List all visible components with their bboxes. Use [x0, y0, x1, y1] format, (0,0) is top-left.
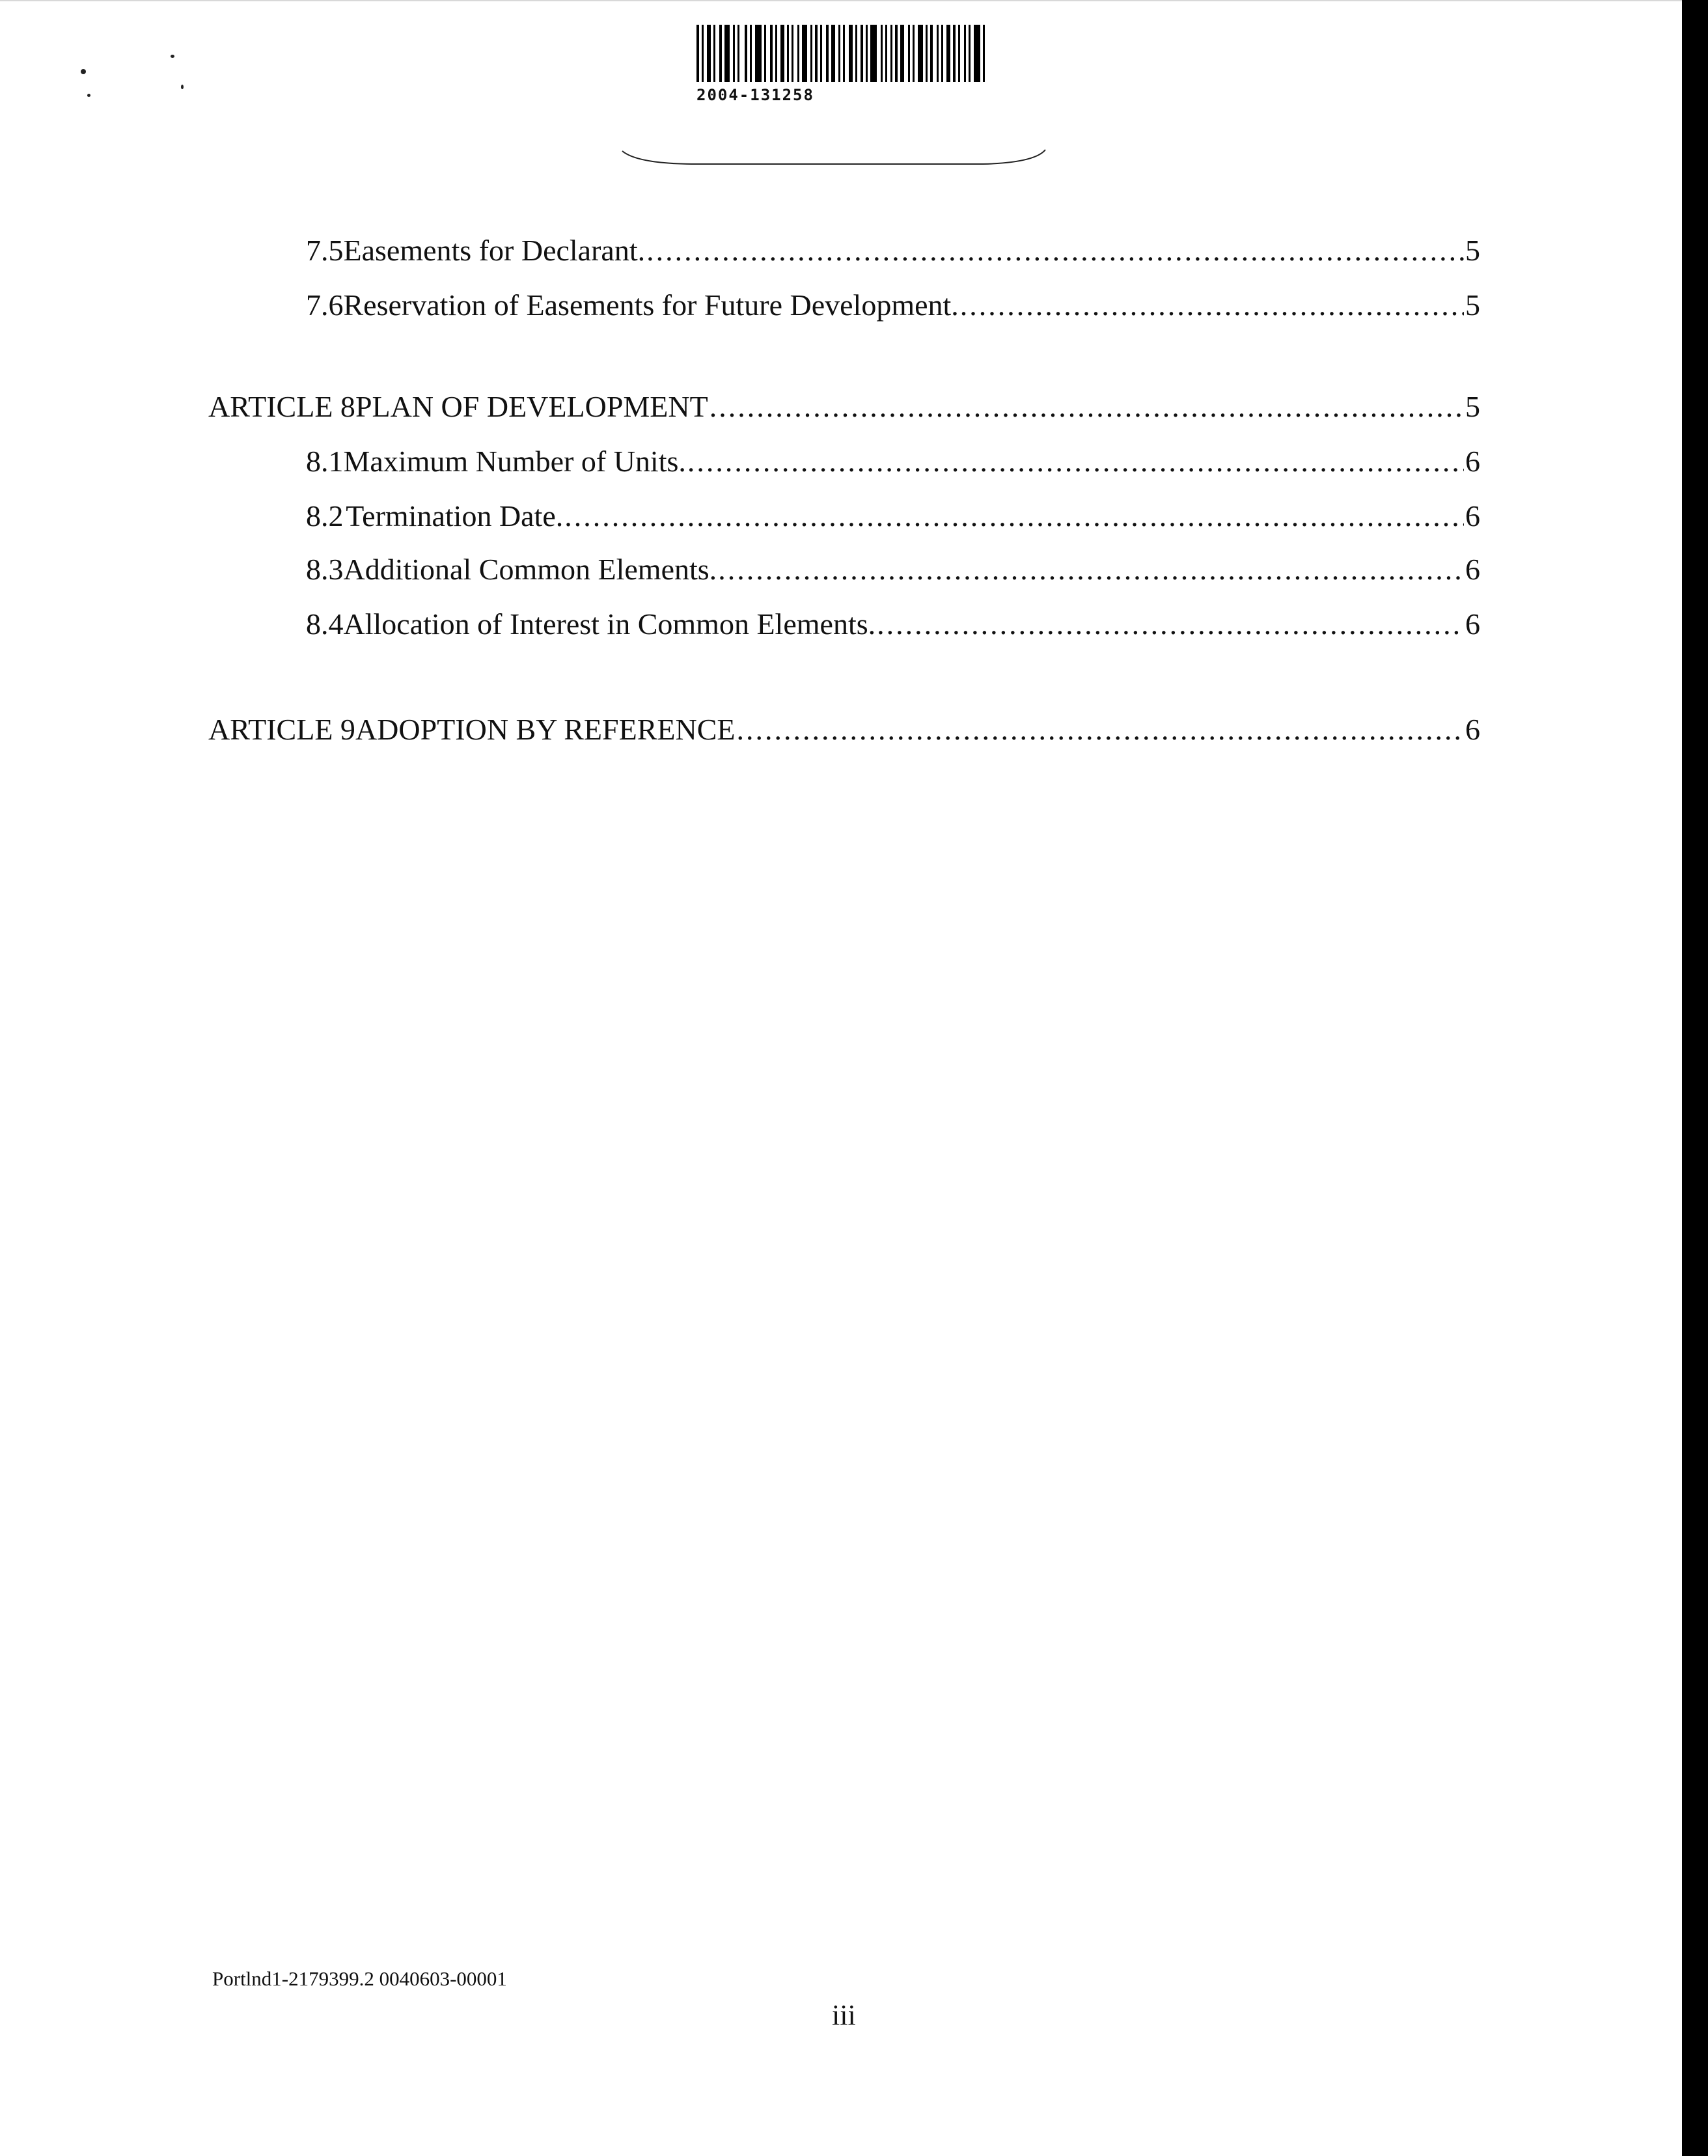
barcode-bar — [861, 25, 863, 82]
barcode-bar — [913, 25, 915, 82]
toc-dot-leader — [646, 236, 1464, 266]
barcode-bar — [802, 25, 807, 82]
barcode-bar — [797, 25, 799, 82]
barcode-bar — [843, 25, 845, 82]
barcode-bar — [770, 25, 773, 82]
barcode-bar — [918, 25, 923, 82]
barcode-image — [696, 25, 989, 82]
toc-entry-title: Allocation of Interest in Common Elements. — [343, 607, 876, 641]
toc-article-title: PLAN OF DEVELOPMENT — [355, 390, 708, 423]
toc-entry — [0, 236, 1480, 266]
barcode-bar — [707, 25, 711, 82]
barcode-bar — [937, 25, 939, 82]
toc-article-entry — [208, 715, 1480, 745]
barcode-bar — [946, 25, 950, 82]
toc-entry-title: Termination Date. — [346, 499, 564, 532]
scan-top-edge — [0, 0, 1682, 1]
toc-dot-leader — [736, 715, 1464, 745]
toc-entry-number: 7.5 — [306, 234, 344, 267]
barcode-bar — [974, 25, 980, 82]
toc-entry-title: Additional Common Elements. — [343, 553, 717, 586]
toc-entry-title: Maximum Number of Units. — [343, 445, 686, 478]
toc-dot-leader — [687, 447, 1464, 477]
scan-speck — [181, 85, 184, 89]
document-id-footer: Portlnd1-2179399.2 0040603-00001 — [212, 1967, 507, 1990]
toc-dot-leader — [718, 555, 1464, 585]
barcode-bar — [953, 25, 956, 82]
barcode-bar — [849, 25, 853, 82]
barcode-bar — [964, 25, 966, 82]
toc-entry-number: 7.6 — [306, 288, 344, 322]
scan-speck — [87, 94, 90, 97]
toc-entry-number: 8.4 — [306, 607, 344, 641]
toc-article-title: ADOPTION BY REFERENCE — [355, 713, 736, 746]
toc-entry-number: 8.1 — [306, 445, 344, 478]
barcode-bar — [930, 25, 933, 82]
barcode-bar — [787, 25, 789, 82]
barcode-bar — [831, 25, 835, 82]
barcode-bar — [733, 25, 735, 82]
barcode-bar — [792, 25, 793, 82]
barcode-bar — [737, 25, 739, 82]
toc-dot-leader — [877, 609, 1464, 639]
toc-article-entry — [208, 392, 1480, 422]
toc-entry-number: 8.2 — [306, 499, 344, 532]
toc-entry — [0, 555, 1480, 585]
toc-entry-number: 8.3 — [306, 553, 344, 586]
barcode-bar — [696, 25, 699, 82]
barcode-bar — [855, 25, 857, 82]
barcode-bar — [826, 25, 829, 82]
barcode-bar — [885, 25, 887, 82]
toc-entry-page: 5 — [1465, 288, 1480, 322]
toc-article-number: ARTICLE 9 — [208, 713, 355, 746]
toc-entry-page: 6 — [1465, 499, 1480, 532]
barcode-bar — [820, 25, 822, 82]
barcode-bar — [908, 25, 910, 82]
toc-entry-page: 6 — [1465, 607, 1480, 641]
scan-speck — [171, 55, 174, 58]
barcode-bar — [926, 25, 928, 82]
toc-dot-leader — [709, 392, 1464, 422]
barcode-bar — [958, 25, 960, 82]
scan-right-edge — [1682, 0, 1708, 2156]
barcode-number: 2004-131258 — [696, 86, 814, 104]
toc-entry — [0, 290, 1480, 320]
toc-entry-page: 6 — [1465, 713, 1480, 746]
barcode-bar — [900, 25, 904, 82]
barcode-bar — [745, 25, 747, 82]
page-number: iii — [832, 1999, 856, 2031]
barcode-bar — [983, 25, 985, 82]
toc-entry-title: Easements for Declarant. — [343, 234, 646, 267]
toc-dot-leader — [564, 501, 1464, 531]
barcode-bar — [895, 25, 898, 82]
barcode-bar — [713, 25, 715, 82]
barcode-bar — [866, 25, 868, 82]
barcode-bar — [969, 25, 971, 82]
barcode-bar — [815, 25, 818, 82]
toc-article-number: ARTICLE 8 — [208, 390, 355, 423]
toc-dot-leader — [960, 290, 1464, 320]
toc-entry-page: 5 — [1465, 234, 1480, 267]
barcode-bar — [764, 25, 766, 82]
barcode-bar — [810, 25, 812, 82]
toc-entry-title: Reservation of Easements for Future Development. — [343, 288, 959, 322]
barcode-bar — [890, 25, 892, 82]
barcode-bar — [780, 25, 784, 82]
scan-speck — [81, 69, 86, 74]
barcode-bar — [750, 25, 752, 82]
barcode-bar — [702, 25, 704, 82]
toc-entry — [0, 609, 1480, 639]
barcode-bar — [775, 25, 777, 82]
toc-entry — [0, 501, 1480, 531]
barcode-bar — [755, 25, 762, 82]
toc-entry — [0, 447, 1480, 477]
barcode-bar — [724, 25, 730, 82]
toc-entry-page: 6 — [1465, 445, 1480, 478]
recording-stamp-line — [618, 145, 1048, 171]
barcode-bar — [719, 25, 722, 82]
barcode-bar — [941, 25, 943, 82]
barcode-bar — [881, 25, 883, 82]
barcode-bar — [838, 25, 840, 82]
toc-entry-page: 5 — [1465, 390, 1480, 423]
toc-entry-page: 6 — [1465, 553, 1480, 586]
barcode-bar — [870, 25, 877, 82]
